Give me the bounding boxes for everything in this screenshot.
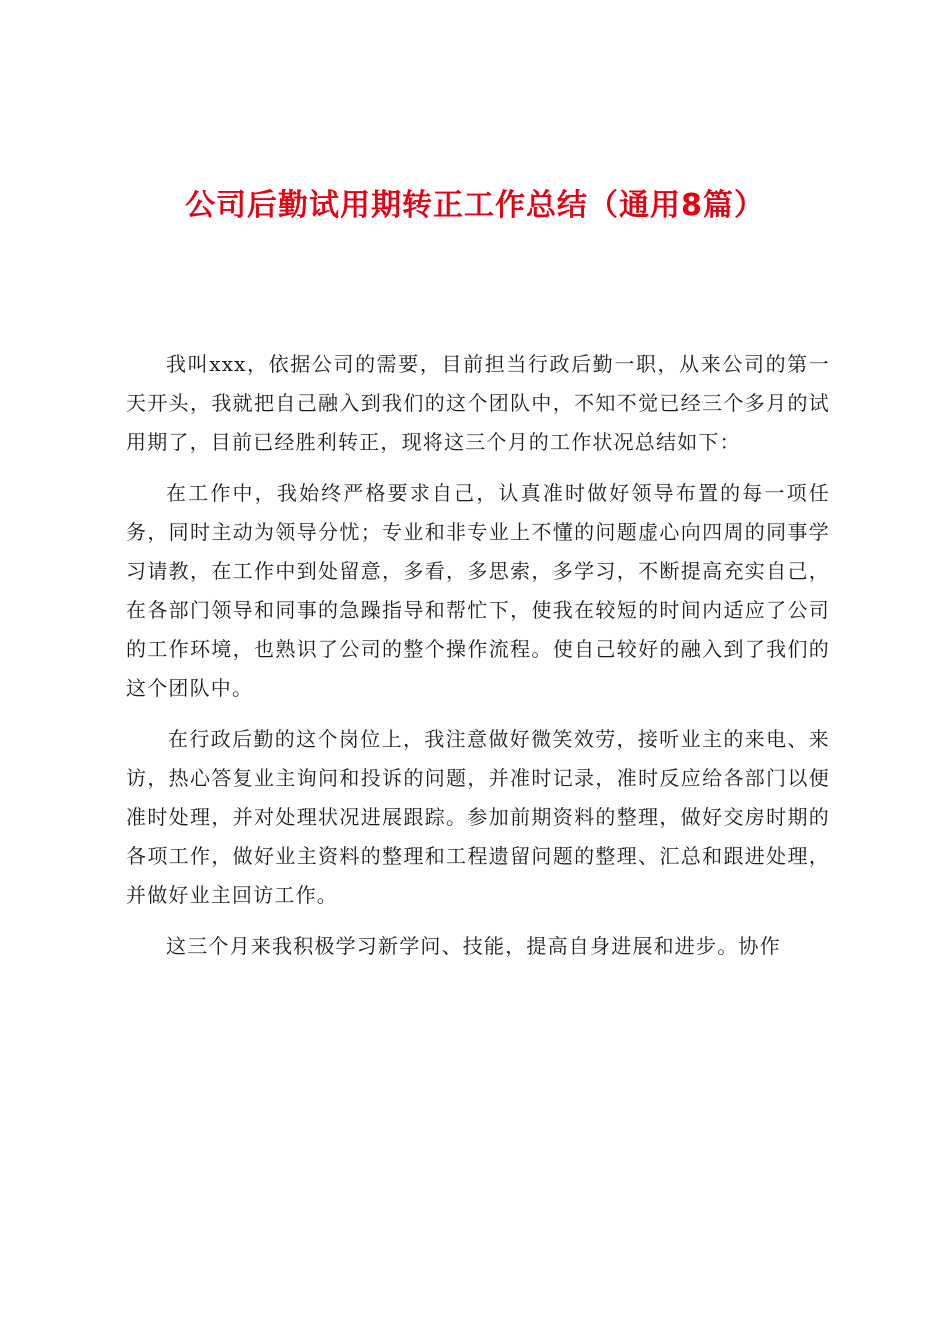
- document-body: [126, 345, 830, 978]
- document-title: 公司后勤试用期转正工作总结（通用8篇）: [185, 188, 765, 223]
- paragraph-learning: 这三个月来我积极学习新学问、技能，提高自身进展和进步。协作: [166, 934, 781, 958]
- paragraph-intro: 我叫xxx，依据公司的需要，目前担当行政后勤一职，从来公司的第一天开头，我就把自己融入到我们的这个团队中，不知不觉已经三个多月的试用期了，目前已经胜利转正，现将这三个月的工作状况总结如下：: [126, 352, 830, 454]
- paragraph-work-attitude: 在工作中，我始终严格要求自己，认真准时做好领导布置的每一项任务，同时主动为领导分忧；专业和非专业上不懂的问题虚心向四周的同事学习请教，在工作中到处留意，多看，多思索，多学习，不断提高充实自己，在各部门领导和同事的急躁指导和帮忙下，使我在较短的时间内适应了公司的工作环境，也熟识了公司的整个操作流程。使自己较好的融入到了我们的这个团队中。: [126, 481, 830, 700]
- paragraph-admin-role: 在行政后勤的这个岗位上，我注意做好微笑效劳，接听业主的来电、来访，热心答复业主询问和投诉的问题，并准时记录，准时反应给各部门以便准时处理，并对处理状况进展跟踪。参加前期资料的整理，做好交房时期的各项工作，做好业主资料的整理和工程遗留问题的整理、汇总和跟进处理，并做好业主回访工作。: [126, 727, 830, 907]
